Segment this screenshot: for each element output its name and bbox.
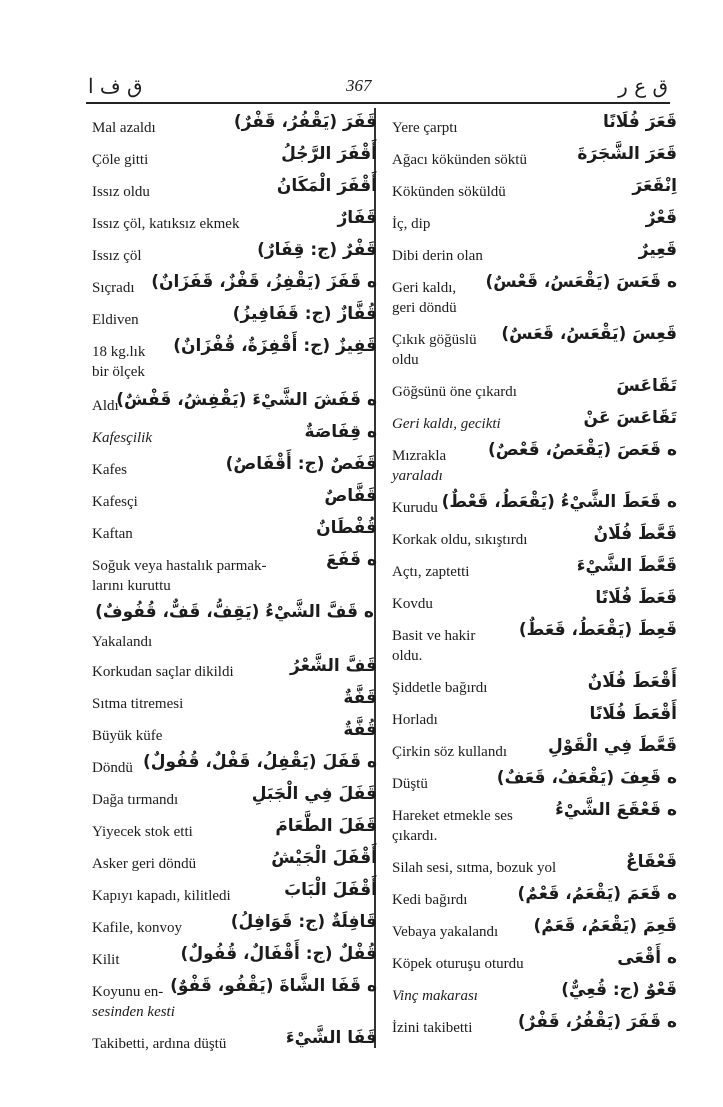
arabic-headword: أَقْفَلَ الْجَيْشُ: [271, 848, 377, 868]
arabic-headword: قُفَّةٌ: [343, 720, 377, 740]
right-entry: [392, 406, 677, 438]
left-entry: [92, 484, 377, 516]
arabic-headword: ه قَفَشَ الشَّيْءَ (يَقْفِشُ، قَفْشٌ): [116, 390, 377, 410]
right-entry: [392, 554, 677, 586]
right-entry: [392, 238, 677, 270]
arabic-headword: قَفَّاصٌ: [324, 486, 377, 506]
arabic-headword: قَعَّطَ فُلَانٌ: [593, 524, 677, 544]
turkish-meaning: Dibi derin olan: [392, 248, 483, 264]
arabic-headword: قَعَّطَ فِي الْقَوْلِ: [548, 736, 677, 756]
arabic-headword: قَفَلَ فِي الْجَبَلِ: [251, 784, 377, 804]
turkish-meaning: Köpek oturuşu oturdu: [392, 956, 524, 972]
arabic-headword: قُفْطَانٌ: [316, 518, 377, 538]
arabic-headword: قَفْرٌ (ج: قِفَارٌ): [257, 240, 377, 260]
arabic-headword: ه قَفَلَ (يَقْفِلُ، قَفْلٌ، قُفُولٌ): [142, 752, 377, 772]
right-entry: [392, 914, 677, 946]
turkish-meaning: Kurudu: [392, 500, 438, 516]
turkish-meaning: Çöle gitti: [92, 152, 149, 168]
left-entry: [92, 174, 377, 206]
left-entry: [92, 974, 377, 1026]
arabic-headword: قَفِيزٌ (ج: أَقْفِزَةٌ، قُفْزَانٌ): [173, 336, 377, 356]
turkish-meaning-continued: oldu: [392, 352, 419, 368]
turkish-meaning: Geri kaldı,: [392, 280, 457, 296]
header-left-letters: ق ف ا: [88, 74, 143, 98]
turkish-meaning: Korkak oldu, sıkıştırdı: [392, 532, 528, 548]
turkish-meaning: Kilit: [92, 952, 120, 968]
arabic-headword: قَفَارٌ: [337, 208, 377, 228]
right-entry: [392, 490, 677, 522]
arabic-headword: ه قَعِفَ (يَقْعَفُ، قَعَفٌ): [496, 768, 677, 788]
arabic-headword: قُفَّازٌ (ج: قَفَافِيزُ): [232, 304, 377, 324]
left-entry: [92, 270, 377, 302]
right-entry: [392, 1010, 677, 1042]
turkish-meaning: Çirkin söz kullandı: [392, 744, 507, 760]
arabic-headword: ه قَفَرَ (يَقْفُرُ، قَفْرٌ): [517, 1012, 677, 1032]
right-entry: [392, 670, 677, 702]
arabic-headword: تَقَاعَسَ عَنْ: [583, 408, 677, 428]
turkish-meaning: Mızrakla: [392, 448, 447, 464]
right-entry: [392, 174, 677, 206]
page-header: [88, 70, 668, 104]
turkish-meaning: Basit ve hakir: [392, 628, 476, 644]
arabic-headword: قَعِيرٌ: [638, 240, 677, 260]
turkish-meaning: Mal azaldı: [92, 120, 156, 136]
turkish-meaning: Kafesçi: [92, 494, 138, 510]
turkish-meaning-continued: çıkardı.: [392, 828, 438, 844]
arabic-headword: قَعْقَاعٌ: [626, 852, 677, 872]
right-entry: [392, 766, 677, 798]
turkish-meaning: Issız oldu: [92, 184, 150, 200]
arabic-headword: ه قَفَعَ: [326, 550, 377, 570]
turkish-meaning: Takibetti, ardına düştü: [92, 1036, 227, 1052]
left-entry: [92, 548, 377, 600]
left-entry: [92, 686, 377, 718]
header-rule: [86, 102, 670, 104]
turkish-meaning: Dağa tırmandı: [92, 792, 179, 808]
turkish-meaning: Geri kaldı, gecikti: [392, 416, 501, 432]
right-entry: [392, 322, 677, 374]
turkish-meaning-continued: geri döndü: [392, 300, 457, 316]
turkish-meaning: Hareket etmekle ses: [392, 808, 513, 824]
left-entry: [92, 846, 377, 878]
left-entry: [92, 206, 377, 238]
arabic-headword: تَقَاعَسَ: [616, 376, 677, 396]
turkish-meaning: Eldiven: [92, 312, 139, 328]
arabic-headword: اِنْقَعَرَ: [632, 176, 677, 196]
turkish-meaning: Vebaya yakalandı: [392, 924, 499, 940]
turkish-meaning: Koyunu en-: [92, 984, 164, 1000]
arabic-headword: أَقْعَطَ فُلَانٌ: [587, 672, 677, 692]
left-column: [92, 110, 377, 1058]
turkish-meaning: Kedi bağırdı: [392, 892, 468, 908]
left-entry: [92, 654, 377, 686]
left-entry: [92, 238, 377, 270]
right-entry: [392, 374, 677, 406]
turkish-meaning: Göğsünü öne çıkardı: [392, 384, 517, 400]
header-right-letters: ق ع ر: [618, 74, 668, 98]
right-entry: [392, 438, 677, 490]
right-entry: [392, 850, 677, 882]
arabic-headword: ه قَفَّ الشَّيْءُ (يَقِفُّ، قَفٌّ، قُفُوفٌ): [95, 602, 374, 622]
arabic-headword: قَعْوٌ (ج: قُعِيٌّ): [561, 980, 677, 1000]
turkish-meaning: Kafile, konvoy: [92, 920, 182, 936]
turkish-meaning-continued: bir ölçek: [92, 364, 145, 380]
turkish-meaning: Sıtma titremesi: [92, 696, 184, 712]
turkish-meaning: Kafesçilik: [92, 430, 152, 446]
arabic-headword: قَفَا الشَّيْءَ: [285, 1028, 377, 1048]
turkish-meaning: Asker geri döndü: [92, 856, 197, 872]
arabic-headword: أَقْفَرَ الْمَكَانُ: [276, 176, 377, 196]
right-entry: [392, 946, 677, 978]
turkish-meaning: 18 kg.lık: [92, 344, 146, 360]
turkish-meaning: Horladı: [392, 712, 438, 728]
left-entry: [92, 942, 377, 974]
left-entry: [92, 420, 377, 452]
turkish-meaning: İzini takibetti: [392, 1020, 473, 1036]
turkish-meaning: Çıkık göğüslü: [392, 332, 477, 348]
right-column: [392, 110, 677, 1042]
arabic-headword: ه قَفَا الشَّاةَ (يَقْفُو، قَفْوٌ): [170, 976, 377, 996]
right-entry: [392, 734, 677, 766]
right-entry: [392, 522, 677, 554]
page-number: 367: [346, 76, 372, 95]
turkish-meaning: İç, dip: [392, 216, 431, 232]
arabic-headword: قَفَصٌ (ج: أَقْفَاصٌ): [225, 454, 377, 474]
left-entry: [92, 718, 377, 750]
left-entry: [92, 910, 377, 942]
arabic-headword: قَفَّ الشَّعْرُ: [290, 656, 377, 676]
turkish-meaning: Ağacı kökünden söktü: [392, 152, 527, 168]
left-entry: [92, 750, 377, 782]
arabic-headword: قَعَّطَ الشَّيْءَ: [576, 556, 677, 576]
left-entry: [92, 142, 377, 174]
turkish-meaning: Açtı, zaptetti: [392, 564, 470, 580]
turkish-meaning: Düştü: [392, 776, 428, 792]
turkish-meaning: Kovdu: [392, 596, 433, 612]
turkish-meaning: Sıçradı: [92, 280, 135, 296]
turkish-meaning: Yiyecek stok etti: [92, 824, 193, 840]
turkish-meaning-continued: sesinden kesti: [92, 1004, 175, 1020]
left-entry: [92, 516, 377, 548]
right-entry: [392, 142, 677, 174]
arabic-headword: قَعْرٌ: [645, 208, 677, 228]
arabic-headword: ه قَعَمَ (يَقْعَمُ، قَعْمٌ): [517, 884, 677, 904]
arabic-headword: أَقْفَرَ الرَّجُلُ: [281, 144, 377, 164]
arabic-headword: قَعِسَ (يَقْعَسُ، قَعَسٌ): [501, 324, 677, 344]
turkish-meaning-continued: larını kuruttu: [92, 578, 171, 594]
right-entry: [392, 110, 677, 142]
turkish-meaning: Aldı: [92, 398, 119, 414]
left-entry: [92, 814, 377, 846]
arabic-headword: ه أَقْعَى: [617, 948, 677, 968]
arabic-headword: ه قَعَطَ الشَّيْءُ (يَقْعَطُ، قَعْطٌ): [441, 492, 677, 512]
turkish-meaning: Soğuk veya hastalık parmak-: [92, 558, 267, 574]
left-entry: [92, 782, 377, 814]
left-entry: [92, 1026, 377, 1058]
turkish-meaning-continued: yaraladı: [392, 468, 443, 484]
right-entry: [392, 882, 677, 914]
arabic-headword: ه قَعَسَ (يَقْعَسُ، قَعْسٌ): [485, 272, 677, 292]
arabic-headword: ه قَعَصَ (يَقْعَصُ، قَعْصٌ): [487, 440, 677, 460]
left-entry: [92, 110, 377, 142]
arabic-headword: أَقْعَطَ فُلَانًا: [589, 704, 677, 724]
arabic-headword: أَقْفَلَ الْبَابَ: [284, 880, 377, 900]
arabic-headword: قَافِلَةٌ (ج: قَوَافِلُ): [230, 912, 377, 932]
turkish-meaning: Döndü: [92, 760, 133, 776]
arabic-headword: قَعَرَ فُلَانًا: [602, 112, 677, 132]
arabic-headword: قَفَّةٌ: [343, 688, 377, 708]
turkish-meaning: Kapıyı kapadı, kilitledi: [92, 888, 231, 904]
right-entry: [392, 978, 677, 1010]
right-entry: [392, 206, 677, 238]
left-entry: [92, 600, 377, 654]
left-entry: [92, 452, 377, 484]
right-entry: [392, 270, 677, 322]
arabic-headword: ه قَعْقَعَ الشَّيْءُ: [555, 800, 677, 820]
turkish-meaning: Büyük küfe: [92, 728, 163, 744]
turkish-meaning: Korkudan saçlar dikildi: [92, 664, 234, 680]
turkish-meaning-continued: oldu.: [392, 648, 423, 664]
left-entry: [92, 334, 377, 388]
arabic-headword: ه قِفَاصَةٌ: [304, 422, 377, 442]
turkish-meaning: Vinç makarası: [392, 988, 478, 1004]
right-entry: [392, 702, 677, 734]
left-entry: [92, 388, 377, 420]
arabic-headword: قَفَرَ (يَقْفُرُ، قَفْرٌ): [233, 112, 377, 132]
turkish-meaning: Yere çarptı: [392, 120, 458, 136]
right-entry: [392, 798, 677, 850]
left-entry: [92, 878, 377, 910]
turkish-meaning: Şiddetle bağırdı: [392, 680, 488, 696]
arabic-headword: قَفَلَ الطَّعَامَ: [275, 816, 377, 836]
arabic-headword: ه قَفَزَ (يَقْفِزُ، قَفْزٌ، قَفَزَانٌ): [151, 272, 377, 292]
turkish-meaning-continued: Yakalandı: [92, 634, 153, 650]
arabic-headword: قَعِمَ (يَقْعَمُ، قَعَمٌ): [533, 916, 677, 936]
arabic-headword: قَعِطَ (يَقْعَطُ، قَعَطٌ): [518, 620, 677, 640]
turkish-meaning: Kaftan: [92, 526, 133, 542]
right-entry: [392, 618, 677, 670]
turkish-meaning: Kökünden söküldü: [392, 184, 506, 200]
arabic-headword: قَعَطَ فُلَانًا: [595, 588, 677, 608]
arabic-headword: قُفْلٌ (ج: أَقْفَالٌ، قُفُولٌ): [180, 944, 377, 964]
turkish-meaning: Kafes: [92, 462, 127, 478]
turkish-meaning: Issız çöl: [92, 248, 142, 264]
turkish-meaning: Silah sesi, sıtma, bozuk yol: [392, 860, 557, 876]
left-entry: [92, 302, 377, 334]
right-entry: [392, 586, 677, 618]
arabic-headword: قَعَرَ الشَّجَرَةَ: [577, 144, 677, 164]
turkish-meaning: Issız çöl, katıksız ekmek: [92, 216, 240, 232]
